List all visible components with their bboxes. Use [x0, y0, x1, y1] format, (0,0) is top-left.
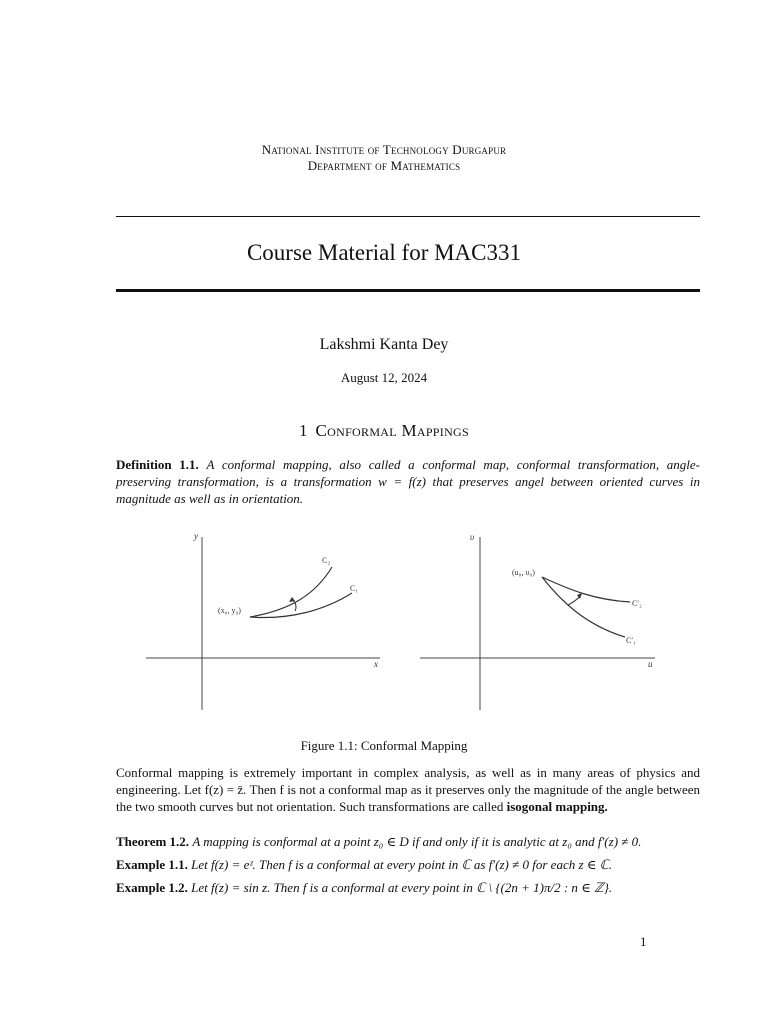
z-plane-point-label: (x₀, y₀)	[218, 606, 241, 615]
department-name: Department of Mathematics	[307, 158, 461, 173]
paragraph-text: Conformal mapping is extremely important in complex analysis, as well as in many areas of physics and engineering. Let f(z) = z̄. Then f is not a conformal map as it preserves only the magnitude of the angle between the two smooth curves but not orientation. Such transformations are called	[116, 765, 700, 814]
page-number: 1	[640, 934, 647, 949]
w-plane-u-label: u	[648, 659, 653, 669]
section-heading	[0, 421, 768, 441]
example-1-text: Let f(z) = eᶻ. Then f is a conformal at every point in ℂ as f′(z) ≠ 0 for each z ∈ ℂ.	[191, 857, 612, 872]
w-plane-c2-label: C′₂	[632, 599, 642, 608]
body-paragraph	[116, 764, 700, 815]
figure-caption: Figure 1.1: Conformal Mapping	[300, 738, 468, 753]
theorem-label: Theorem 1.2.	[116, 834, 190, 849]
title-rule-top	[116, 216, 700, 217]
curve-c2-prime	[542, 577, 630, 602]
theorem-text: A mapping is conformal at a point z₀ ∈ D if and only if it is analytic at z₀ and f′(z) ≠ 0.	[192, 834, 642, 849]
definition-text: A conformal mapping, also called a conformal map, conformal transformation, angle-preserving transformation, is a transformation w = f(z) that preserves angel between oriented curves in magnitude as well as in orientation.	[116, 457, 700, 506]
example-2-text: Let f(z) = sin z. Then f is a conformal at every point in ℂ \ {(2n + 1)π/2 : n ∈ ℤ}.	[191, 880, 613, 895]
definition-block	[116, 456, 700, 507]
z-plane-y-label: y	[194, 531, 198, 541]
w-plane-c1-label: C′₁	[626, 636, 636, 645]
curve-c2	[250, 567, 332, 617]
author-name: Lakshmi Kanta Dey	[319, 336, 449, 353]
z-plane-c1-label: C₁	[350, 584, 359, 593]
example-2-block	[116, 879, 700, 896]
institute-name: National Institute of Technology Durgapur	[261, 142, 507, 157]
example-1-label: Example 1.1.	[116, 857, 188, 872]
w-plane-v-label: υ	[470, 532, 475, 542]
z-plane-x-label: x	[374, 659, 378, 669]
title-rule-bottom	[116, 289, 700, 292]
conformal-mapping-figure	[140, 525, 660, 715]
curve-c1-prime	[542, 577, 625, 637]
section-number: 1	[299, 421, 308, 440]
theorem-block	[116, 833, 700, 850]
section-title: Conformal Mappings	[315, 421, 469, 440]
definition-label: Definition 1.1.	[116, 457, 199, 472]
w-plane-panel	[420, 532, 655, 710]
z-plane-c2-label: C₂	[322, 556, 331, 565]
document-title: Course Material for MAC331	[246, 240, 522, 265]
example-2-label: Example 1.2.	[116, 880, 188, 895]
document-date: August 12, 2024	[340, 370, 428, 385]
example-1-block	[116, 856, 700, 873]
isogonal-term: isogonal mapping.	[506, 799, 608, 814]
w-plane-point-label: (u₀, υ₀)	[512, 568, 535, 577]
z-plane-panel	[146, 531, 380, 710]
